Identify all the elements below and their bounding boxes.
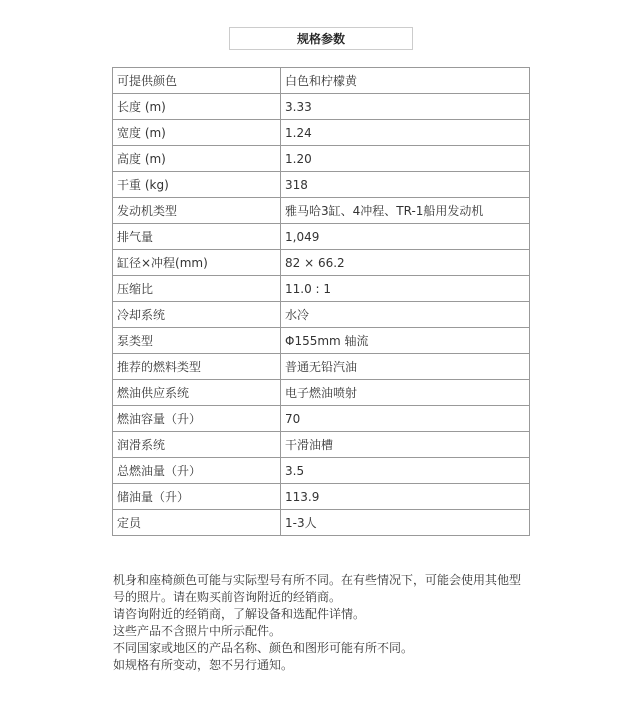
- spec-label: 冷却系统: [113, 302, 281, 328]
- spec-value: 干滑油槽: [281, 432, 530, 458]
- spec-label: 发动机类型: [113, 198, 281, 224]
- spec-value: 82 × 66.2: [281, 250, 530, 276]
- spec-label: 压缩比: [113, 276, 281, 302]
- table-row: [113, 68, 530, 94]
- table-row: [113, 224, 530, 250]
- spec-value: 1-3人: [281, 510, 530, 536]
- note-line: 号的照片。请在购买前咨询附近的经销商。: [113, 590, 342, 604]
- spec-label: 宽度 (m): [113, 120, 281, 146]
- table-row: [113, 354, 530, 380]
- table-row: [113, 380, 530, 406]
- table-row: [113, 328, 530, 354]
- table-row: [113, 432, 530, 458]
- spec-value: 电子燃油喷射: [281, 380, 530, 406]
- spec-label: 缸径×冲程(mm): [113, 250, 281, 276]
- spec-value: 白色和柠檬黄: [281, 68, 530, 94]
- spec-label: 长度 (m): [113, 94, 281, 120]
- note-line: 不同国家或地区的产品名称、颜色和图形可能有所不同。: [113, 641, 414, 655]
- spec-value: 3.5: [281, 458, 530, 484]
- disclaimer-notes: [113, 572, 538, 674]
- spec-label: 可提供颜色: [113, 68, 281, 94]
- table-row: [113, 172, 530, 198]
- table-row: [113, 94, 530, 120]
- table-row: [113, 302, 530, 328]
- table-row: [113, 484, 530, 510]
- spec-value: 1.20: [281, 146, 530, 172]
- spec-value: 水冷: [281, 302, 530, 328]
- spec-value: 普通无铅汽油: [281, 354, 530, 380]
- spec-value: 70: [281, 406, 530, 432]
- spec-value: 318: [281, 172, 530, 198]
- spec-value: Φ155mm 轴流: [281, 328, 530, 354]
- spec-label: 定员: [113, 510, 281, 536]
- note-line: 机身和座椅颜色可能与实际型号有所不同。在有些情况下，可能会使用其他型: [113, 573, 522, 587]
- spec-label: 泵类型: [113, 328, 281, 354]
- spec-value: 3.33: [281, 94, 530, 120]
- table-row: [113, 198, 530, 224]
- spec-label: 高度 (m): [113, 146, 281, 172]
- table-row: [113, 120, 530, 146]
- spec-value: 1.24: [281, 120, 530, 146]
- spec-label: 干重 (kg): [113, 172, 281, 198]
- spec-label: 储油量（升）: [113, 484, 281, 510]
- table-row: [113, 406, 530, 432]
- spec-label: 燃油容量（升）: [113, 406, 281, 432]
- spec-title: 规格参数: [229, 27, 413, 50]
- spec-label: 总燃油量（升）: [113, 458, 281, 484]
- table-row: [113, 458, 530, 484]
- spec-label: 燃油供应系统: [113, 380, 281, 406]
- note-line: 请咨询附近的经销商，了解设备和选配件详情。: [113, 607, 366, 621]
- spec-value: 1,049: [281, 224, 530, 250]
- note-line: 这些产品不含照片中所示配件。: [113, 624, 282, 638]
- note-line: 如规格有所变动，恕不另行通知。: [113, 658, 294, 672]
- spec-label: 推荐的燃料类型: [113, 354, 281, 380]
- table-row: [113, 250, 530, 276]
- spec-label: 润滑系统: [113, 432, 281, 458]
- spec-value: 11.0 : 1: [281, 276, 530, 302]
- spec-value: 雅马哈3缸、4冲程、TR-1船用发动机: [281, 198, 530, 224]
- spec-table: [112, 67, 530, 536]
- spec-value: 113.9: [281, 484, 530, 510]
- spec-label: 排气量: [113, 224, 281, 250]
- table-row: [113, 510, 530, 536]
- table-row: [113, 146, 530, 172]
- table-row: [113, 276, 530, 302]
